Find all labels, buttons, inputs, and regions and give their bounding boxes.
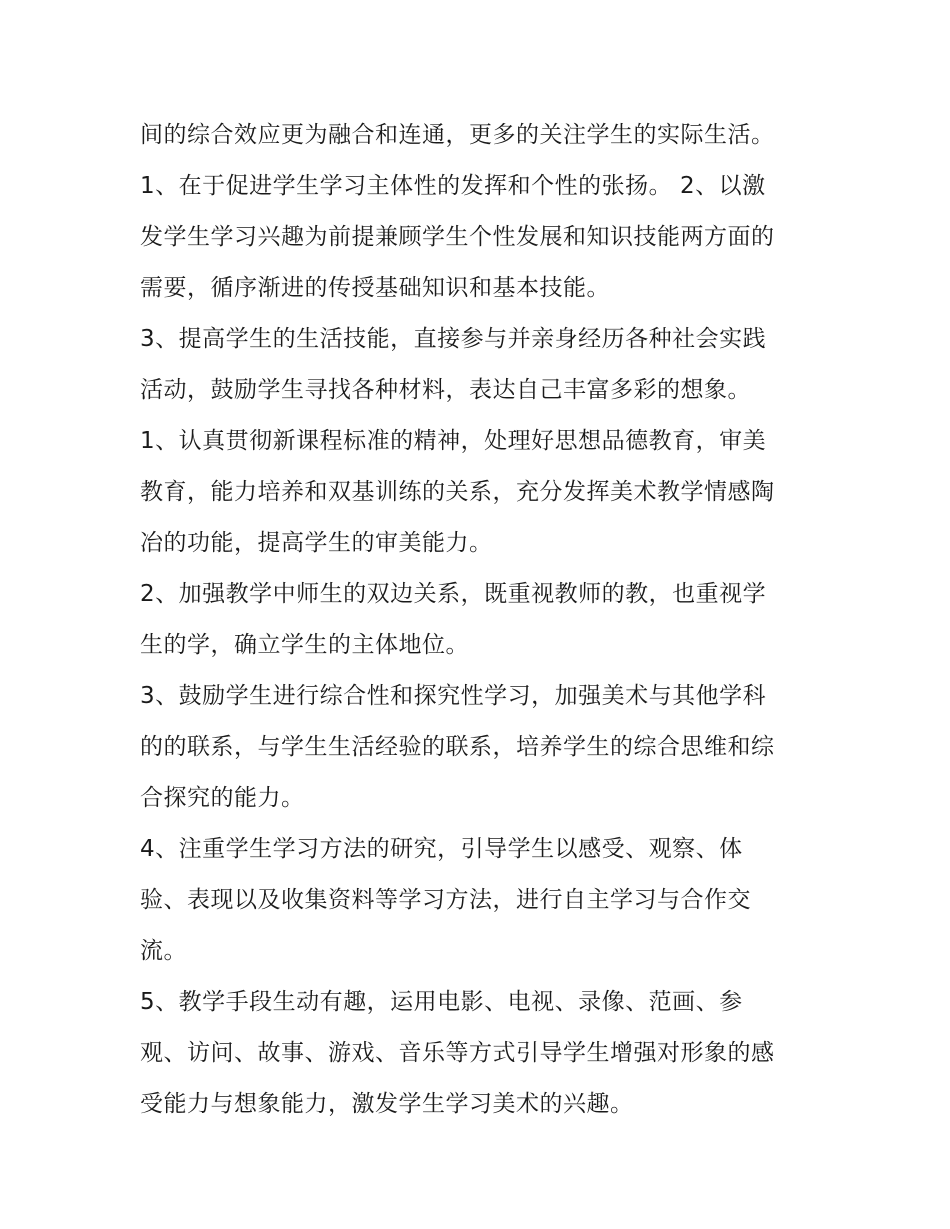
text-line: 发学生学习兴趣为前提兼顾学生个性发展和知识技能两方面的: [140, 224, 775, 250]
text-line: 1、在于促进学生学习主体性的发挥和个性的张扬。 2、以激: [140, 173, 766, 199]
text-line: 合探究的能力。: [140, 785, 305, 811]
text-line: 1、认真贯彻新课程标准的精神，处理好思想品德教育，审美: [140, 428, 767, 454]
text-line: 3、提高学生的生活技能，直接参与并亲身经历各种社会实践: [140, 326, 767, 352]
text-line: 教育，能力培养和双基训练的关系，充分发挥美术教学情感陶: [140, 479, 775, 505]
text-line: 3、鼓励学生进行综合性和探究性学习，加强美术与其他学科: [140, 683, 767, 709]
text-line: 受能力与想象能力，激发学生学习美术的兴趣。: [140, 1091, 634, 1117]
text-line: 流。: [140, 938, 187, 964]
text-line: 活动，鼓励学生寻找各种材料，表达自己丰富多彩的想象。: [140, 377, 751, 403]
text-line: 生的学，确立学生的主体地位。: [140, 632, 469, 658]
text-line: 5、教学手段生动有趣，运用电影、电视、录像、范画、参: [140, 989, 743, 1015]
document-body: [140, 110, 820, 1130]
text-line: 需要，循序渐进的传授基础知识和基本技能。: [140, 275, 610, 301]
text-line: 4、注重学生学习方法的研究，引导学生以感受、观察、体: [140, 836, 743, 862]
text-line: 2、加强教学中师生的双边关系，既重视教师的教，也重视学: [140, 581, 767, 607]
text-line: 间的综合效应更为融合和连通，更多的关注学生的实际生活。: [140, 122, 775, 148]
text-line: 观、访问、故事、游戏、音乐等方式引导学生增强对形象的感: [140, 1040, 775, 1066]
text-line: 的的联系，与学生生活经验的联系，培养学生的综合思维和综: [140, 734, 775, 760]
text-line: 冶的功能，提高学生的审美能力。: [140, 530, 493, 556]
text-line: 验、表现以及收集资料等学习方法，进行自主学习与合作交: [140, 887, 751, 913]
